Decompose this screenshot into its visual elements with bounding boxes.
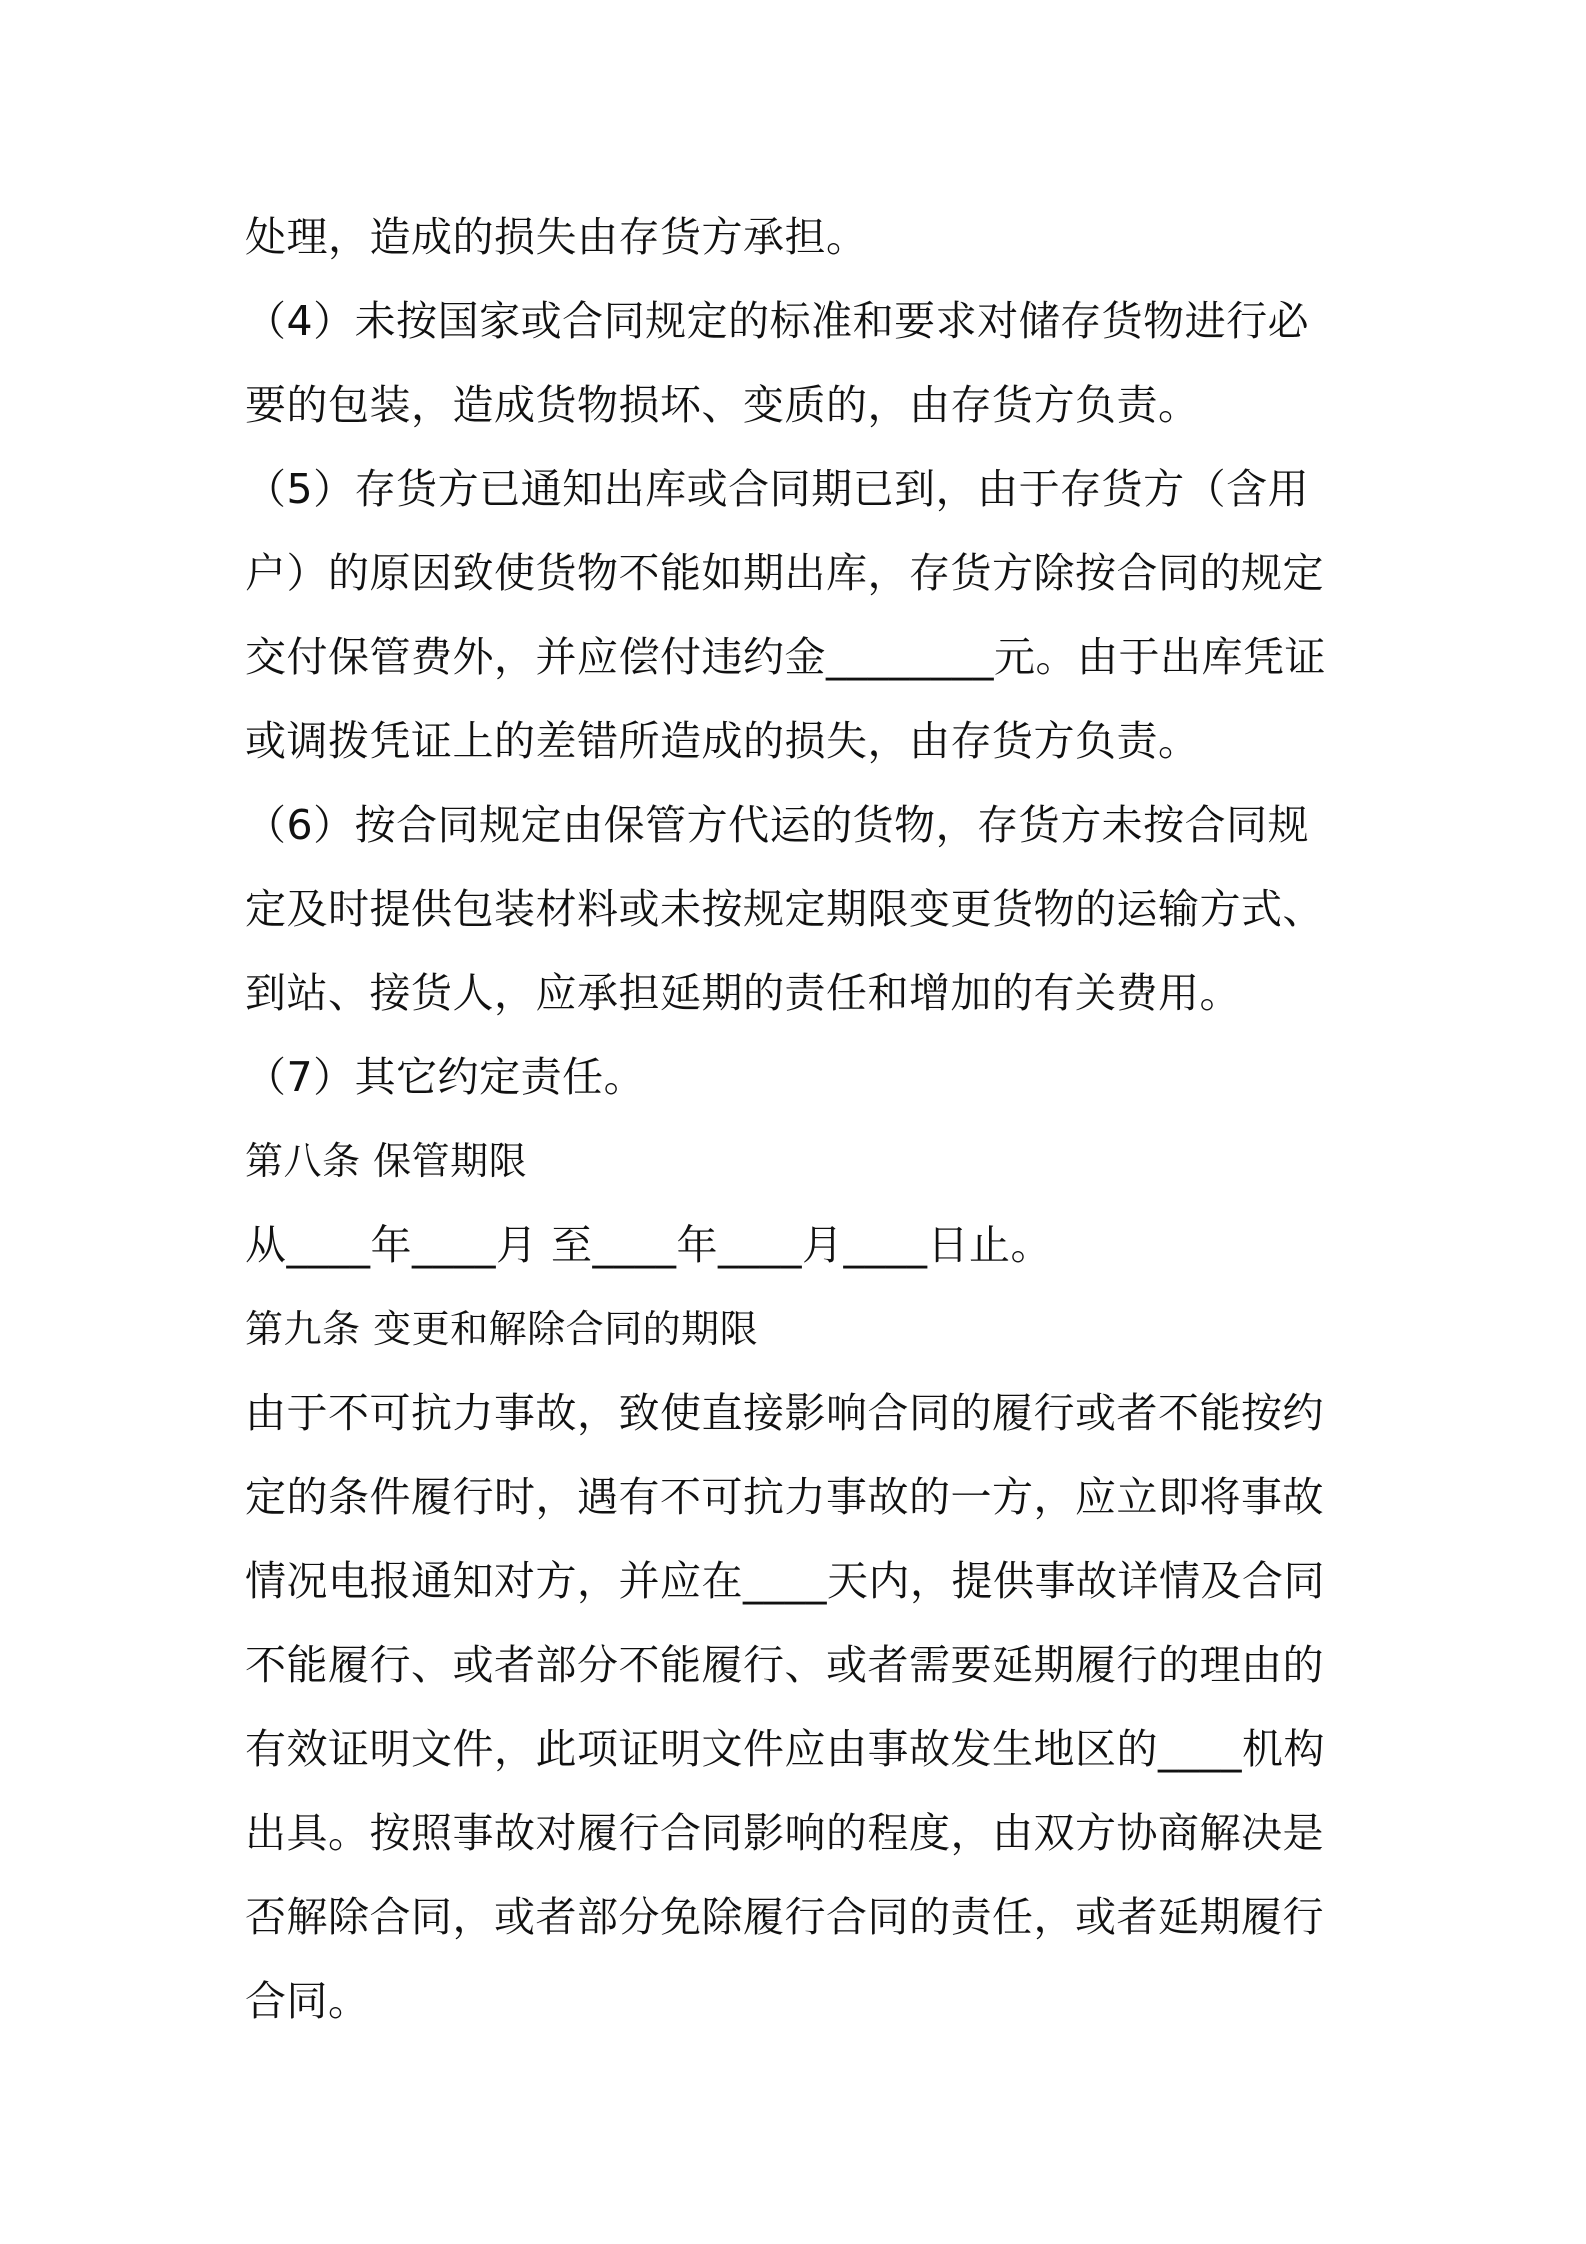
clause-item-6: （6）按合同规定由保管方代运的货物，存货方未按合同规 bbox=[245, 801, 1310, 849]
text-line: 出具。按照事故对履行合同影响的程度，由双方协商解决是 bbox=[245, 1809, 1324, 1857]
text-line: 否解除合同，或者部分免除履行合同的责任，或者延期履行 bbox=[245, 1893, 1324, 1941]
storage-period-line: 从____年____月 至____年____月____日止。 bbox=[245, 1221, 1053, 1269]
clause-item-7: （7）其它约定责任。 bbox=[245, 1053, 646, 1101]
text-line: 由于不可抗力事故，致使直接影响合同的履行或者不能按约 bbox=[245, 1389, 1324, 1437]
document-body bbox=[245, 195, 1365, 2043]
article-8-heading: 第八条 保管期限 bbox=[245, 1139, 528, 1183]
text-line: 处理，造成的损失由存货方承担。 bbox=[245, 213, 868, 261]
text-line: 或调拨凭证上的差错所造成的损失，由存货方负责。 bbox=[245, 717, 1200, 765]
text-line: 不能履行、或者部分不能履行、或者需要延期履行的理由的 bbox=[245, 1641, 1324, 1689]
text-line: 情况电报通知对方，并应在____天内，提供事故详情及合同 bbox=[245, 1557, 1325, 1605]
clause-item-5: （5）存货方已通知出库或合同期已到，由于存货方（含用 bbox=[245, 465, 1310, 513]
text-line: 定的条件履行时，遇有不可抗力事故的一方，应立即将事故 bbox=[245, 1473, 1324, 1521]
text-line: 到站、接货人，应承担延期的责任和增加的有关费用。 bbox=[245, 969, 1241, 1017]
text-line: 合同。 bbox=[245, 1977, 370, 2025]
clause-item-4: （4）未按国家或合同规定的标准和要求对储存货物进行必 bbox=[245, 297, 1310, 345]
text-line: 有效证明文件，此项证明文件应由事故发生地区的____机构 bbox=[245, 1725, 1325, 1773]
text-line: 户）的原因致使货物不能如期出库，存货方除按合同的规定 bbox=[245, 549, 1324, 597]
text-line: 交付保管费外，并应偿付违约金________元。由于出库凭证 bbox=[245, 633, 1326, 681]
text-line: 定及时提供包装材料或未按规定期限变更货物的运输方式、 bbox=[245, 885, 1324, 933]
text-line: 要的包装，造成货物损坏、变质的，由存货方负责。 bbox=[245, 381, 1200, 429]
article-9-heading: 第九条 变更和解除合同的期限 bbox=[245, 1307, 759, 1351]
